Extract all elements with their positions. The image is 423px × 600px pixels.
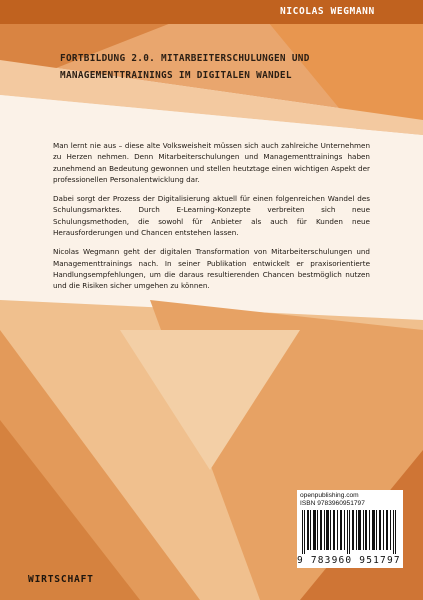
- author-name: NICOLAS WEGMANN: [280, 6, 375, 17]
- category-label: WIRTSCHAFT: [28, 574, 94, 585]
- barcode-icon: [300, 510, 400, 554]
- isbn-label: ISBN 9783960951797: [300, 500, 365, 507]
- blurb-paragraph-2: Dabei sorgt der Prozess der Digitalisierung aktuell für einen folgenreichen Wandel des Schulungsmarktes. Durch E-Learning-Konzepte verbreiten sich neue Schulungsmethoden, die sowohl für Anbieter als auch für Kunden neue Herausforderungen und Chancen entstehen lassen.: [53, 194, 370, 238]
- isbn-barcode-box: [297, 490, 403, 568]
- barcode-digits: 9 783960 951797: [297, 555, 401, 566]
- blurb-paragraph-1: Man lernt nie aus – diese alte Volksweisheit müssen sich auch zahlreiche Unternehmen zu Herzen nehmen. Denn Mitarbeiterschulungen und Managementtrainings haben zunehmend an Bedeutung gewonnen und stellen heutztage einen wichtigen Aspekt der professionellen Personalentwicklung dar.: [53, 141, 370, 184]
- book-title: FORTBILDUNG 2.0. MITARBEITERSCHULUNGEN UND MANAGEMENTTRAININGS IM DIGITALEN WANDEL: [60, 53, 310, 81]
- blurb-paragraph-3: Nicolas Wegmann geht der digitalen Transformation von Mitarbeiterschulungen und Managementtrainings nach. In seiner Publikation entwickelt er praxisorientierte Handlungsempfehlungen, um die daraus resultierenden Chancen bestmöglich nutzen und die Risiken sicher umgehen zu können.: [53, 247, 370, 291]
- blurb-text: [53, 140, 370, 300]
- publisher-website: openpublishing.com: [300, 492, 359, 499]
